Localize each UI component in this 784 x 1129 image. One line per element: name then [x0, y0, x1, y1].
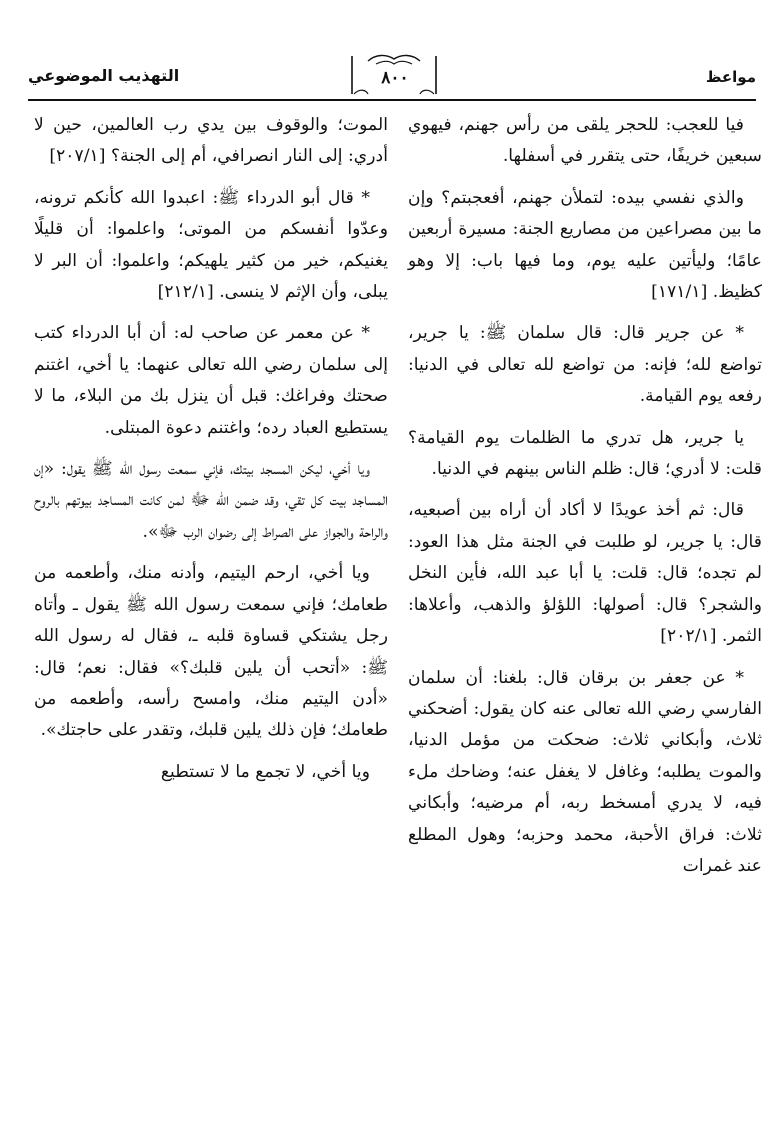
paragraph: الموت؛ والوقوف بين يدي رب العالمين، حين لا أدري: إلى النار انصرافي، أم إلى الجنة؟ [٢٠٧/١] [34, 115, 388, 167]
paragraph: * عن معمر عن صاحب له: أن أبا الدرداء كتب إلى سلمان رضي الله تعالى عنهما: يا أخي، اغتنم صحتك وفراغك: قبل أن ينزل بك من البلاء، ما لا يستطيع العباد رده؛ واغتنم دعوة المبتلى. [34, 323, 388, 438]
citation-reference: [١٧١/١] [651, 282, 708, 303]
header-rule [28, 99, 756, 101]
paragraph: ويا أخي، لا تجمع ما لا تستطيع [160, 761, 370, 782]
section-title: مواعظ [705, 68, 756, 86]
paragraph: فيا للعجب: للحجر يلقى من رأس جهنم، فيهوي سبعين خريفًا، حتى يتقرر في أسفلها. [408, 115, 762, 167]
citation-reference: [٢١٢/١] [157, 282, 214, 303]
page-header [28, 58, 756, 102]
paragraph: يا جرير، هل تدري ما الظلمات يوم القيامة؟ قلت: لا أدري؛ قال: ظلم الناس بينهم في الدنيا. [408, 427, 762, 480]
citation-reference: [٢٠٢/١] [660, 626, 717, 647]
citation-reference: [٢٠٧/١] [49, 146, 106, 167]
paragraph: قال: ثم أخذ عويدًا لا أكاد أن أراه بين أصبعيه، قال: يا جرير، لو طلبت في الجنة مثل هذا العود: لم تجده؛ قال: قلت: يا أبا عبد الله، فأين النخل والشجر؟ قال: أصولها: اللؤلؤ والذهب، وأعلاها: الثمر. [٢٠٢/١] [408, 500, 762, 647]
right-column [408, 110, 762, 892]
paragraph: * عن جرير قال: قال سلمان ﷺ: يا جرير، تواضع لله؛ فإنه: من تواضع لله تعالى في الدنيا: رفعه يوم القيامة. [408, 323, 762, 407]
book-title: التهذيب الموضوعي [28, 66, 180, 85]
paragraph: * قال أبو الدرداء ﷺ: اعبدوا الله كأنكم ترونه، وعدّوا أنفسكم من الموتى؛ واعلموا: أن قليلًا يغنيكم، خير من كثير يلهيكم؛ واعلموا: أن البر لا يبلى، وأن الإثم لا ينسى. [٢١٢/١] [34, 187, 388, 303]
paragraph: والذي نفسي بيده: لتملأن جهنم، أفعجبتم؟ وإن ما بين مصراعين من مصاريع الجنة: مسيرة أربعين عامًا؛ وليأتين عليه يوم، وما فيها باب: إلا وهو كظيظ. [١٧١/١] [408, 187, 762, 303]
left-column [34, 110, 388, 798]
paragraph: ويا أخي، ليكن المسجد بيتك، فإني سمعت رسول الله ﷺ يقول: «إن المساجد بيت كل تقي، وقد ضمن الله ﷻ لمن كانت المساجد بيوتهم بالروح والراحة والجواز على الصراط إلى رضوان الرب ﷻ». [34, 459, 388, 542]
page-number: ٨٠٠ [381, 68, 409, 88]
paragraph: * عن جعفر بن برقان قال: بلغنا: أن سلمان الفارسي رضي الله تعالى عنه كان يقول: أضحكني ثلاث، وأبكاني ثلاث: ضحكت من مؤمل الدنيا، والموت يطلبه؛ وغافل لا يغفل عنه؛ وضاحك ملء فيه، لا يدري أمسخط ربه، أم مرضيه؛ وأبكاني ثلاث: فراق الأحبة، محمد وحزبه؛ وهول المطلع عند غمرات [408, 667, 762, 876]
paragraph: ويا أخي، ارحم اليتيم، وأدنه منك، وأطعمه من طعامك؛ فإني سمعت رسول الله ﷺ يقول ـ وأتاه رجل يشتكي قساوة قلبه ـ، فقال له رسول الله ﷺ: «أتحب أن يلين قلبك؟» فقال: نعم؛ قال: «أدن اليتيم منك، وامسح رأسه، وأطعمه من طعامك؛ فإن ذلك يلين قلبك، وتقدر على حاجتك». [34, 563, 388, 741]
